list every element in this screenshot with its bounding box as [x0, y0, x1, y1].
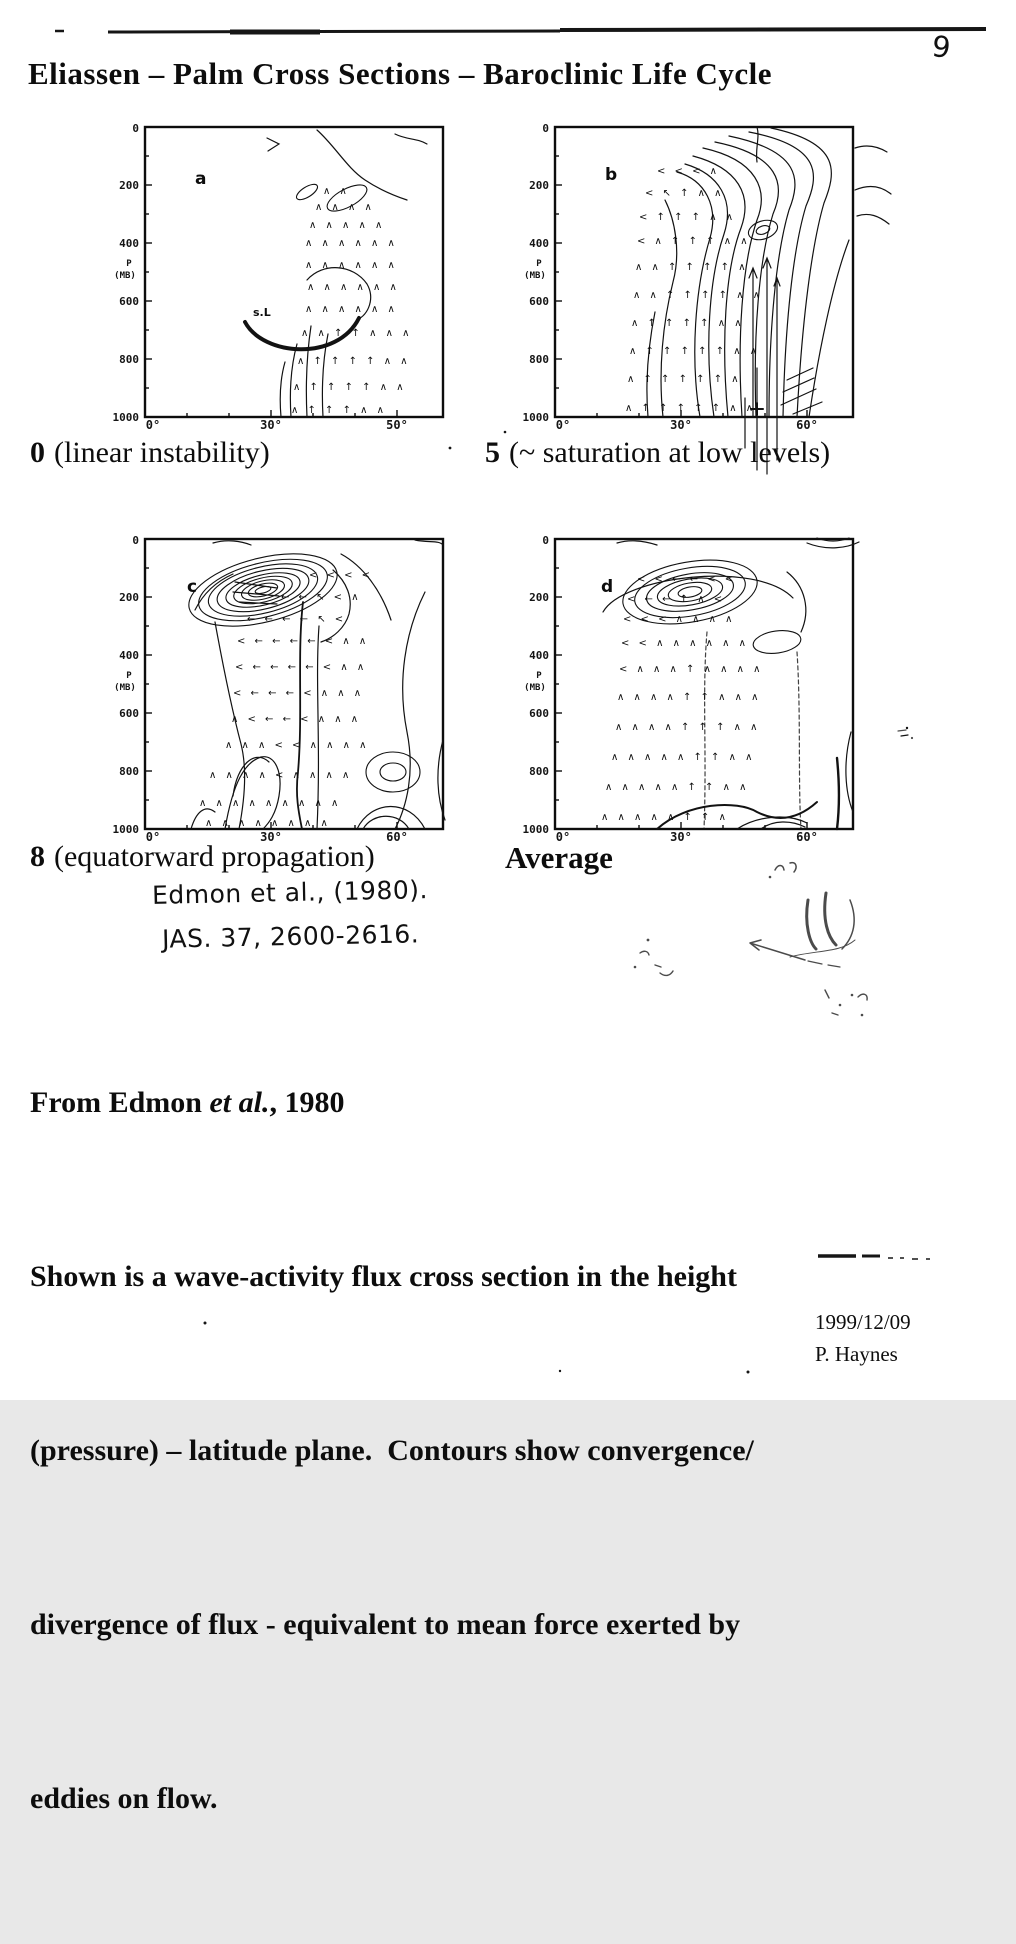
svg-text:← ← ← ← ↖ <: ← ← ← ← ↖ <	[247, 614, 347, 625]
footer	[815, 1306, 911, 1370]
svg-text:< ← ← ← ← < ∧ ∧: < ← ← ← ← < ∧ ∧	[237, 636, 370, 647]
svg-text:400: 400	[119, 237, 139, 250]
svg-text:0: 0	[542, 122, 549, 135]
svg-text:30°: 30°	[670, 830, 692, 844]
svg-text:0: 0	[132, 534, 139, 547]
svg-text:800: 800	[119, 353, 139, 366]
svg-text:600: 600	[529, 707, 549, 720]
svg-text:P: P	[126, 259, 132, 269]
svg-text:< ∧ ∧ ∧ ↑ ∧ ∧ ∧ ∧: < ∧ ∧ ∧ ↑ ∧ ∧ ∧ ∧	[619, 664, 764, 675]
svg-text:∧ ∧ ↑ ↑ ↑ ↑ ∧ ∧: ∧ ∧ ↑ ↑ ↑ ↑ ∧ ∧	[633, 290, 764, 301]
svg-text:< ← ← ← < ∧ ∧ ∧: < ← ← ← < ∧ ∧ ∧	[233, 688, 365, 699]
svg-text:< < < ∧: < < < ∧	[657, 166, 720, 177]
svg-text:0°: 0°	[145, 418, 161, 432]
panel-c-letter: c	[187, 577, 198, 597]
handwritten-page-number: 9	[929, 29, 953, 65]
svg-text:1000: 1000	[522, 823, 549, 836]
svg-text:30°: 30°	[670, 418, 692, 432]
svg-text:∧ ∧ ∧ ∧ ∧ ∧: ∧ ∧ ∧ ∧ ∧ ∧	[305, 304, 398, 315]
svg-text:< ← ← ← ← < ∧ ∧: < ← ← ← ← < ∧ ∧	[235, 662, 368, 673]
svg-text:∧ ↑ ↑ ↑ ∧ ∧: ∧ ↑ ↑ ↑ ∧ ∧	[291, 405, 387, 416]
svg-text:∧ ∧ ∧ ∧: ∧ ∧ ∧ ∧	[315, 202, 375, 213]
caption-day5: 5 (~ saturation at low levels)	[485, 436, 831, 469]
svg-text:1000: 1000	[112, 823, 139, 836]
svg-text:∧ ∧ ∧ ∧ ∧ ∧: ∧ ∧ ∧ ∧ ∧ ∧	[307, 282, 400, 293]
svg-text:400: 400	[529, 649, 549, 662]
panel-d-letter: d	[601, 577, 614, 597]
svg-text:∧ ∧ ∧ ∧ ∧ ↑ ↑ ∧: ∧ ∧ ∧ ∧ ∧ ↑ ↑ ∧	[601, 812, 729, 823]
svg-text:P: P	[536, 259, 542, 269]
handwritten-reference-line2: JAS. 37, 2600-2616.	[161, 919, 420, 954]
svg-text:< ← ← ↑ ∧ <: < ← ← ↑ ∧ <	[627, 594, 726, 605]
svg-text:60°: 60°	[796, 830, 818, 844]
svg-text:∧ ↑ ↑ ↑ ↑ ↑ ∧: ∧ ↑ ↑ ↑ ↑ ↑ ∧	[627, 374, 742, 385]
svg-text:< ↑ ↑ ↑ ∧ ∧: < ↑ ↑ ↑ ∧ ∧	[639, 212, 737, 223]
svg-text:∧ < ← ← < ∧ ∧ ∧: ∧ < ← ← < ∧ ∧ ∧	[231, 714, 362, 725]
svg-text:∧ ↑ ↑ ↑ ↑ ∧ ∧: ∧ ↑ ↑ ↑ ↑ ∧ ∧	[293, 382, 407, 393]
svg-text:∧ ∧ ↑ ↑ ↑ ↑ ∧: ∧ ∧ ↑ ↑ ↑ ↑ ∧	[635, 262, 749, 273]
svg-text:∧ ∧ ∧ ∧ ∧ ↑ ↑ ∧ ∧: ∧ ∧ ∧ ∧ ∧ ↑ ↑ ∧ ∧	[611, 752, 756, 763]
svg-text:← ← ↖ < ∧: ← ← ↖ < ∧	[281, 592, 362, 603]
source-line: From Edmon et al., 1980	[30, 1086, 345, 1119]
svg-text:200: 200	[119, 179, 139, 192]
svg-text:∧ ∧ ∧ ∧ ∧ ∧: ∧ ∧ ∧ ∧ ∧ ∧	[305, 238, 398, 249]
handwritten-reference-line1: Edmon et al., (1980).	[151, 875, 429, 910]
footer-author: P. Haynes	[815, 1342, 898, 1366]
svg-text:800: 800	[529, 353, 549, 366]
svg-text:< < < <: < < < <	[309, 570, 374, 581]
panel-a-steering-level-label: s.L	[253, 306, 271, 319]
svg-text:60°: 60°	[386, 830, 408, 844]
caption-day0: 0 (linear instability)	[30, 436, 270, 469]
body-line-2: (pressure) – latitude plane. Contours show convergence/	[30, 1434, 754, 1467]
caption-day8: 8 (equatorward propagation)	[30, 840, 375, 873]
svg-text:∧ ∧ ∧ ∧ ∧ ↑ ↑ ∧ ∧: ∧ ∧ ∧ ∧ ∧ ↑ ↑ ∧ ∧	[605, 782, 750, 793]
svg-text:400: 400	[119, 649, 139, 662]
svg-text:∧ ∧ ↑ ↑ ∧ ∧ ∧: ∧ ∧ ↑ ↑ ∧ ∧ ∧	[301, 328, 413, 339]
svg-text:200: 200	[119, 591, 139, 604]
svg-text:0°: 0°	[555, 830, 571, 844]
svg-text:0: 0	[542, 534, 549, 547]
svg-text:∧ ∧: ∧ ∧	[323, 186, 350, 197]
svg-text:P: P	[536, 671, 542, 681]
panel-b-letter: b	[605, 165, 618, 185]
body-line-4: eddies on flow.	[30, 1782, 218, 1815]
svg-text:< ↖ ↑ ∧ ∧: < ↖ ↑ ∧ ∧	[645, 188, 725, 199]
svg-text:< ∧ ↑ ↑ ↑ ∧ ∧: < ∧ ↑ ↑ ↑ ∧ ∧	[637, 236, 751, 247]
svg-text:∧ ↑ ↑ ↑ ↑ ∧ ∧: ∧ ↑ ↑ ↑ ↑ ∧ ∧	[297, 356, 411, 367]
svg-text:60°: 60°	[796, 418, 818, 432]
svg-text:0°: 0°	[555, 418, 571, 432]
svg-text:200: 200	[529, 179, 549, 192]
svg-text:(MB): (MB)	[524, 683, 546, 693]
svg-text:600: 600	[119, 295, 139, 308]
svg-text:(MB): (MB)	[114, 271, 136, 281]
svg-text:∧ ↑ ↑ ↑ ↑ ↑ ∧ ∧: ∧ ↑ ↑ ↑ ↑ ↑ ∧ ∧	[629, 346, 761, 357]
svg-text:∧ ∧ ∧ ∧ ∧: ∧ ∧ ∧ ∧ ∧	[309, 220, 386, 231]
svg-text:200: 200	[529, 591, 549, 604]
page-title: Eliassen – Palm Cross Sections – Baroclinic Life Cycle	[28, 56, 772, 91]
svg-text:(MB): (MB)	[524, 271, 546, 281]
svg-text:∧ ∧ ∧ < < ∧ ∧ ∧ ∧: ∧ ∧ ∧ < < ∧ ∧ ∧ ∧	[225, 740, 370, 751]
panel-a-letter: a	[195, 169, 207, 189]
svg-text:30°: 30°	[260, 830, 282, 844]
svg-text:(MB): (MB)	[114, 683, 136, 693]
svg-text:400: 400	[529, 237, 549, 250]
body-line-1: Shown is a wave-activity flux cross section in the height	[30, 1260, 737, 1293]
svg-text:0: 0	[132, 122, 139, 135]
svg-text:∧ ∧ ∧ ∧ ↑ ↑ ↑ ∧ ∧: ∧ ∧ ∧ ∧ ↑ ↑ ↑ ∧ ∧	[615, 722, 761, 733]
svg-text:1000: 1000	[112, 411, 139, 424]
svg-text:∧ ∧ ∧ ∧ < ∧ ∧ ∧ ∧: ∧ ∧ ∧ ∧ < ∧ ∧ ∧ ∧	[209, 770, 353, 781]
svg-text:600: 600	[119, 707, 139, 720]
svg-text:50°: 50°	[386, 418, 408, 432]
svg-text:1000: 1000	[522, 411, 549, 424]
svg-text:< < < ∧ ∧ ∧ ∧: < < < ∧ ∧ ∧ ∧	[623, 614, 736, 625]
svg-text:∧ ↑ ↑ ↑ ↑ ∧ ∧: ∧ ↑ ↑ ↑ ↑ ∧ ∧	[631, 318, 745, 329]
caption-average: Average	[505, 840, 613, 875]
svg-text:∧ ∧ ∧ ∧ ∧ ∧: ∧ ∧ ∧ ∧ ∧ ∧	[305, 260, 398, 271]
svg-text:∧ ∧ ∧ ∧ ∧ ∧ ∧ ∧ ∧: ∧ ∧ ∧ ∧ ∧ ∧ ∧ ∧ ∧	[199, 798, 342, 809]
svg-text:600: 600	[529, 295, 549, 308]
svg-text:800: 800	[529, 765, 549, 778]
svg-text:∧ ∧ ∧ ∧ ∧ ∧ ∧ ∧: ∧ ∧ ∧ ∧ ∧ ∧ ∧ ∧	[205, 818, 331, 829]
body-text	[30, 958, 754, 1944]
footer-date: 1999/12/09	[815, 1310, 911, 1334]
svg-text:< < ← ← < <: < < ← ← < <	[637, 574, 737, 585]
svg-text:P: P	[126, 671, 132, 681]
svg-text:∧ ∧ ∧ ∧ ↑ ↑ ∧ ∧ ∧: ∧ ∧ ∧ ∧ ↑ ↑ ∧ ∧ ∧	[617, 692, 762, 703]
svg-text:0°: 0°	[145, 830, 161, 844]
svg-text:30°: 30°	[260, 418, 282, 432]
svg-text:800: 800	[119, 765, 139, 778]
body-line-3: divergence of flux - equivalent to mean force exerted by	[30, 1608, 741, 1641]
svg-text:∧ ↑ ↑ ↑ ↑ ↑ ∧ ∧: ∧ ↑ ↑ ↑ ↑ ↑ ∧ ∧	[625, 403, 757, 414]
svg-text:< < ∧ ∧ ∧ ∧ ∧ ∧: < < ∧ ∧ ∧ ∧ ∧ ∧	[621, 638, 749, 649]
